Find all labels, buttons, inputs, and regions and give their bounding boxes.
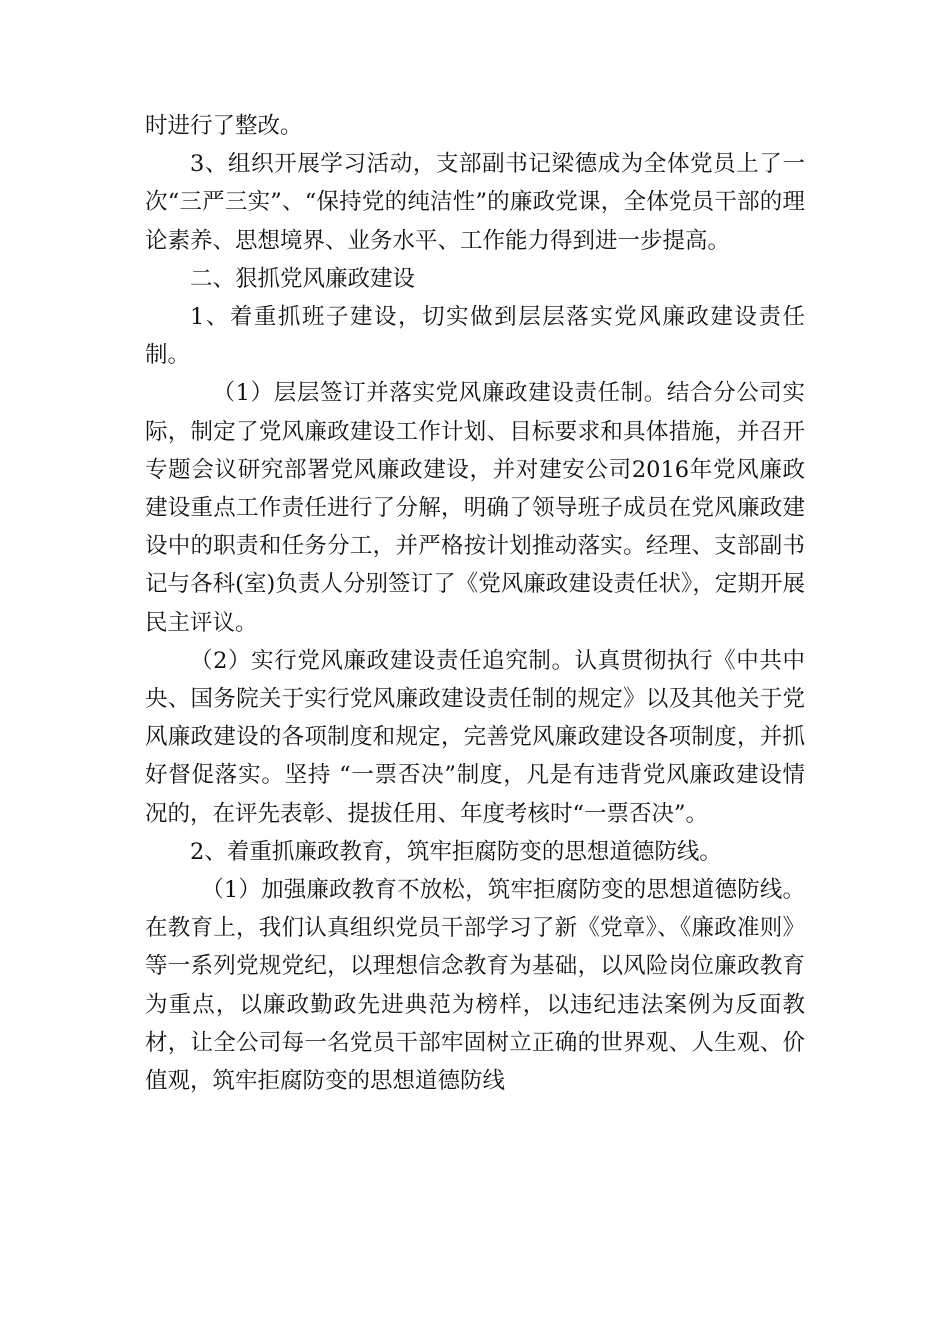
paragraph-accountability: （2）实行党风廉政建设责任追究制。认真贯彻执行《中共中央、国务院关于实行党风廉政建设责任制的规定》以及其他关于党风廉政建设的各项制度和规定，完善党风廉政建设各项制度，并抓好督促落实。坚持 “一票否决”制度，凡是有违背党风廉政建设情况的，在评先表彰、提拔任用、年度考核时“一票否决”。 — [145, 647, 805, 827]
paragraph-education-details: （1）加强廉政教育不放松，筑牢拒腐防变的思想道德防线。在教育上，我们认真组织党员干部学习了新《党章》、《廉政准则》等一系列党规党纪，以理想信念教育为基础，以风险岗位廉政教育为重点，以廉政勤政先进典范为榜样，以违纪违法案例为反面教材，让全公司每一名党员干部牢固树立正确的世界观、人生观、价值观，筑牢拒腐防变的思想道德防线 — [145, 877, 805, 1095]
paragraph-study-activity: 3、组织开展学习活动，支部副书记梁德成为全体党员上了一次“三严三实”、“保持党的纯洁性”的廉政党课，全体党员干部的理论素养、思想境界、业务水平、工作能力得到进一步提高。 — [145, 151, 805, 254]
document-body — [145, 107, 805, 1100]
paragraph-continuation: 时进行了整改。 — [145, 113, 303, 139]
paragraph-responsibility-system: （1）层层签订并落实党风廉政建设责任制。结合分公司实际，制定了党风廉政建设工作计划、目标要求和具体措施，并召开专题会议研究部署党风廉政建设，并对建安公司2016年党风廉政建设重点工作责任进行了分解，明确了领导班子成员在党风廉政建设中的职责和任务分工，并严格按计划推动落实。经理、支部副书记与各科(室)负责人分别签订了《党风廉政建设责任状》，定期开展民主评议。 — [145, 380, 805, 636]
section-heading-party-conduct: 二、狠抓党风廉政建设 — [190, 265, 416, 292]
paragraph-integrity-education: 2、着重抓廉政教育，筑牢拒腐防变的思想道德防线。 — [190, 838, 722, 865]
paragraph-team-building: 1、着重抓班子建设，切实做到层层落实党风廉政建设责任制。 — [145, 304, 805, 369]
